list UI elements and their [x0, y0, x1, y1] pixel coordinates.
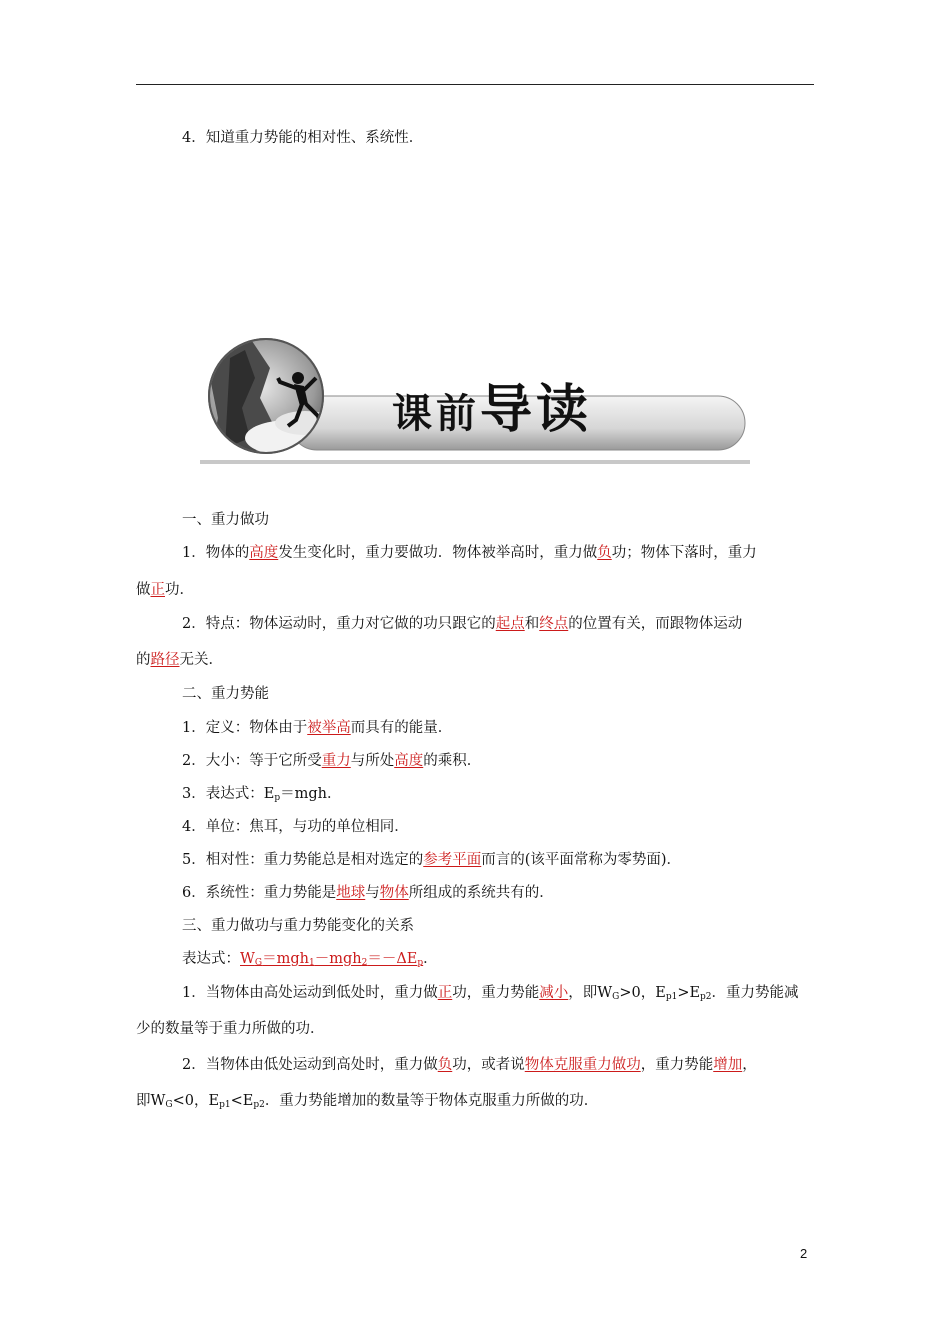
page-number: 2 — [800, 1246, 808, 1261]
section2-p4: 4．单位：焦耳，与功的单位相同． — [182, 819, 409, 835]
section3-p1-line1: 1．当物体由高处运动到低处时，重力做正功，重力势能减小，即$W_G>0$，$E_{p1}>E_{p2}$．重力势能减 — [182, 985, 799, 1002]
section1-heading: 一、重力做功 — [182, 512, 269, 528]
answer-start-point: 起点 — [495, 616, 525, 632]
answer-negative-2: 负 — [437, 1057, 453, 1073]
section3-p1-line2: 少的数量等于重力所做的功． — [136, 1021, 325, 1037]
answer-overcome-gravity: 物体克服重力做功 — [524, 1057, 641, 1073]
section2-p3: 3．表达式：$E_p=mgh$． — [182, 786, 342, 803]
header-rule — [136, 84, 814, 85]
answer-path: 路径 — [150, 652, 180, 668]
section3-formula: 表达式：$W_G=mgh_1-mgh_2=-\Delta E_p$． — [182, 951, 438, 968]
banner-title-a: 课前 — [392, 390, 480, 437]
answer-negative: 负 — [597, 545, 612, 561]
answer-decrease: 减小 — [539, 985, 569, 1001]
section1-p1-line2: 做正功． — [136, 582, 194, 598]
answer-height: 高度 — [249, 545, 279, 561]
section3-p2-line1: 2．当物体由低处运动到高处时，重力做负功，或者说物体克服重力做功，重力势能增加， — [182, 1057, 757, 1073]
answer-earth: 地球 — [336, 885, 366, 901]
answer-height-2: 高度 — [394, 753, 424, 769]
section2-p6: 6．系统性：重力势能是地球与物体所组成的系统共有的． — [182, 885, 554, 901]
section3-heading: 三、重力做功与重力势能变化的关系 — [182, 918, 414, 934]
answer-increase: 增加 — [713, 1057, 743, 1073]
section2-p1: 1．定义：物体由于被举高而具有的能量． — [182, 720, 453, 736]
section2-p2: 2．大小：等于它所受重力与所处高度的乘积． — [182, 753, 482, 769]
banner-title — [392, 379, 593, 440]
section2-p5: 5．相对性：重力势能总是相对选定的参考平面而言的(该平面常称为零势面)． — [182, 852, 682, 868]
section1-p2-line2: 的路径无关． — [136, 652, 223, 668]
section1-p2-line1: 2．特点：物体运动时，重力对它做的功只跟它的起点和终点的位置有关，而跟物体运动 — [182, 616, 743, 632]
answer-object: 物体 — [379, 885, 409, 901]
answer-reference-plane: 参考平面 — [423, 852, 482, 868]
objective-4: 4．知道重力势能的相对性、系统性． — [182, 130, 424, 146]
answer-end-point: 终点 — [539, 616, 569, 632]
section2-heading: 二、重力势能 — [182, 686, 269, 702]
answer-lifted: 被举高 — [307, 720, 351, 736]
section3-p2-line2: 即$W_G<0$，$E_{p1}<E_{p2}$．重力势能增加的数量等于物体克服重力所做的功． — [136, 1093, 599, 1110]
answer-positive: 正 — [150, 582, 165, 598]
banner-title-c: 读 — [536, 379, 593, 440]
answer-gravity: 重力 — [321, 753, 351, 769]
banner-title-b: 导 — [480, 379, 537, 440]
answer-positive-2: 正 — [437, 985, 453, 1001]
answer-formula: $W_G=mgh_1-mgh_2=-\Delta E_p$ — [240, 951, 424, 968]
section1-p1-line1: 1．物体的高度发生变化时，重力要做功．物体被举高时，重力做负功；物体下落时，重力 — [182, 545, 757, 561]
